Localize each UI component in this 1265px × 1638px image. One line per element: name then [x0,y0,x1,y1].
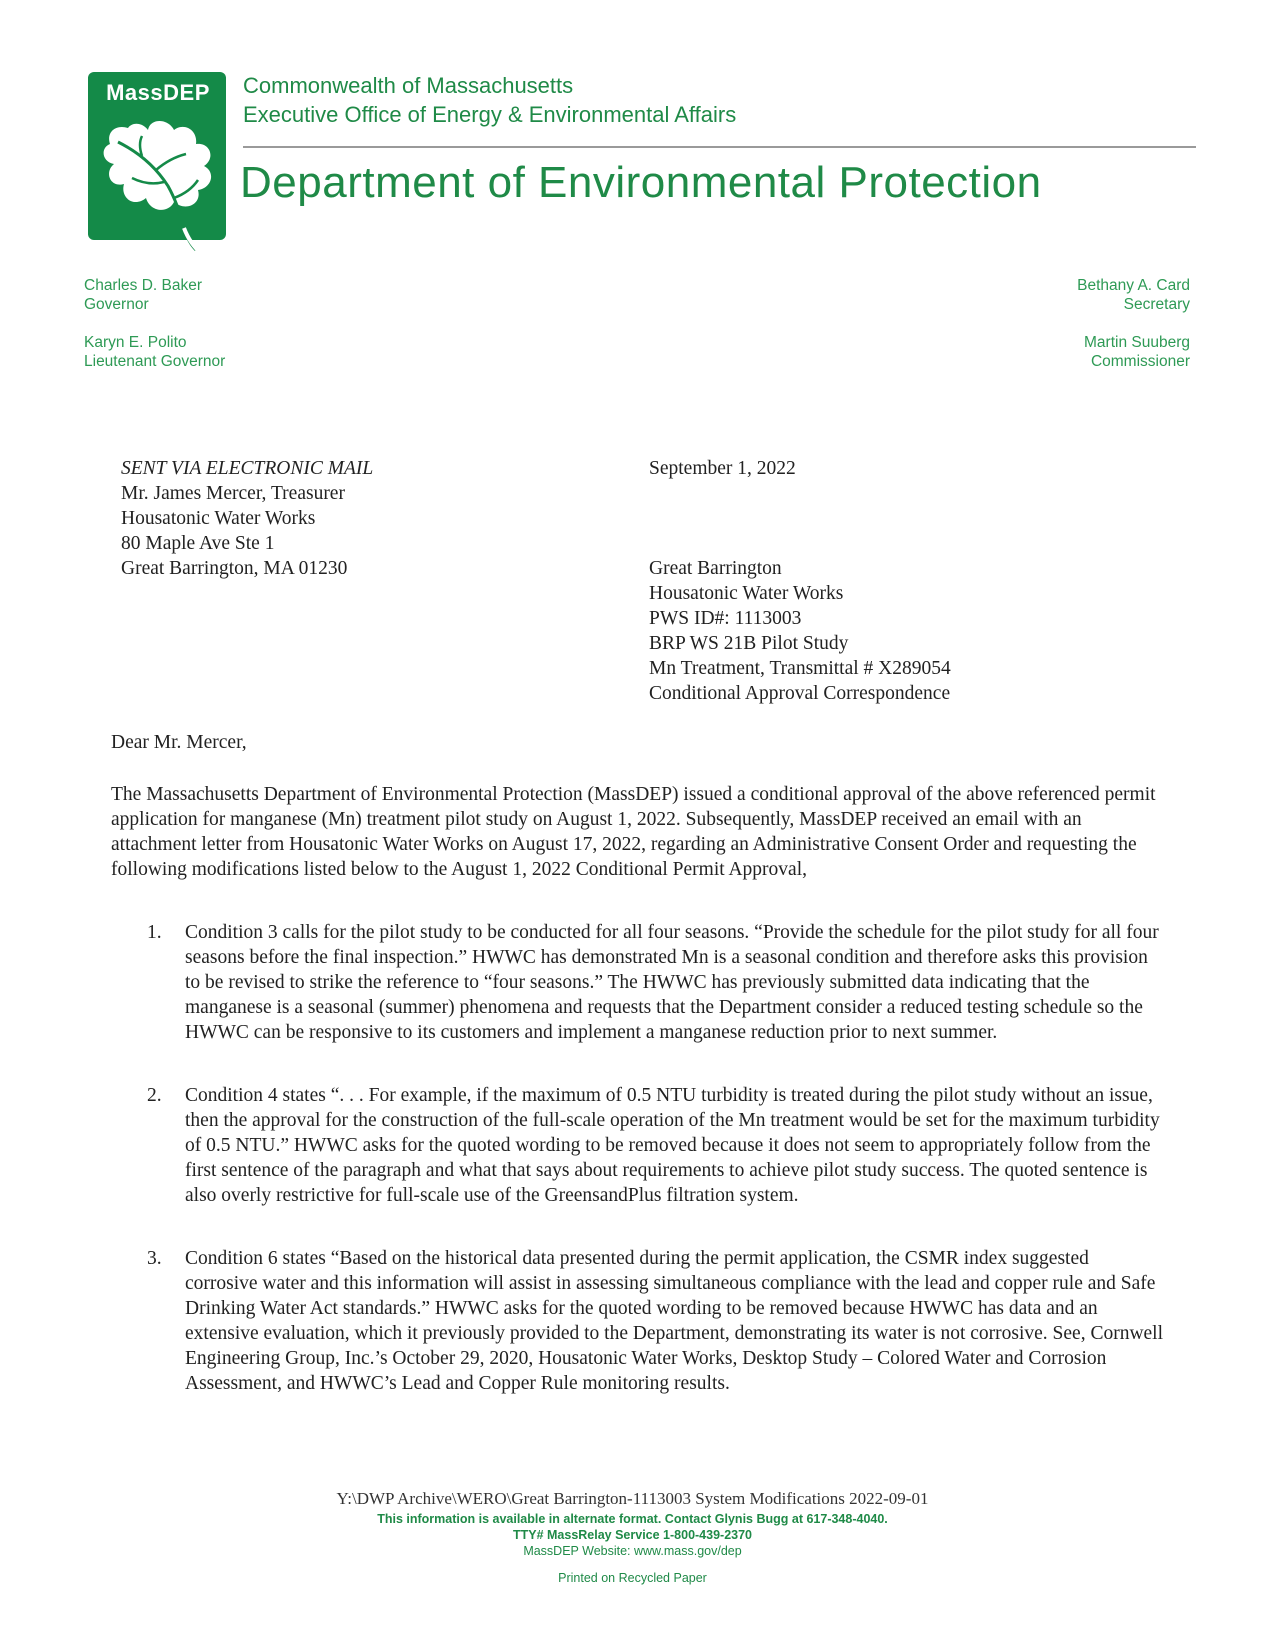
reference-line: Great Barrington [649,558,782,579]
recipient-line: Mr. James Mercer, Treasurer [121,483,345,504]
commonwealth-line: Commonwealth of Massachusetts [243,73,574,98]
reference-line: Mn Treatment, Transmittal # X289054 [649,658,951,679]
official-name: Charles D. Baker [84,277,203,294]
alternate-format-note: This information is available in alternate format. Contact Glynis Bugg at 617-348-4040. [377,1512,888,1526]
condition-number: 2. [147,1085,162,1106]
recycled-paper-note: Printed on Recycled Paper [558,1571,707,1585]
official-commissioner [1084,333,1190,371]
executive-office-line: Executive Office of Energy & Environmental Affairs [243,102,737,127]
intro-paragraph: The Massachusetts Department of Environmental Protection (MassDEP) issued a conditional approval of the above referenced permit application for manganese (Mn) treatment pilot study on August 1, 2022. Subsequently, MassDEP received an email with an attachment letter from Housatonic Water Works on August 17, 2022, regarding an Administrative Consent Order and requesting the following modifications listed below to the August 1, 2022 Conditional Permit Approval, [111,784,1156,880]
reference-block [649,556,951,706]
official-secretary [1077,276,1190,314]
condition-text: Condition 4 states “. . . For example, if the maximum of 0.5 NTU turbidity is treated during the pilot study without an issue, then the approval for the construction of the full-scale operation of the Mn treatment would be set for the maximum turbidity of 0.5 NTU.” HWWC asks for the quoted wording to be removed because it does not seem to appropriately follow from the first sentence of the paragraph and what that says about requirements to achieve pilot study success. The quoted sentence is also overly restrictive for full-scale use of the GreensandPlus filtration system. [185,1085,1160,1206]
official-lieutenant-governor [84,333,225,371]
reference-line: PWS ID#: 1113003 [649,608,802,629]
condition-number: 1. [147,922,162,943]
letter-date: September 1, 2022 [649,458,796,479]
official-name: Bethany A. Card [1077,277,1190,294]
oak-leaf-icon [98,108,224,256]
logo-text: MassDEP [106,80,210,105]
recipient-line: Housatonic Water Works [121,508,316,529]
website-line: MassDEP Website: www.mass.gov/dep [523,1544,742,1558]
condition-text: Condition 6 states “Based on the historical data presented during the permit application, the CSMR index suggested corrosive water and this information will assist in assessing simultaneous compliance with the lead and copper rule and Safe Drinking Water Act standards.” HWWC asks for the quoted wording to be removed because HWWC has data and an extensive evaluation, which it previously provided to the Department, demonstrating its water is not corrosive. See, Cornwell Engineering Group, Inc.’s October 29, 2020, Housatonic Water Works, Desktop Study – Colored Water and Corrosion Assessment, and HWWC’s Lead and Copper Rule monitoring results. [185,1248,1164,1394]
reference-line: Conditional Approval Correspondence [649,683,951,704]
official-title: Governor [84,296,149,313]
reference-line: Housatonic Water Works [649,583,844,604]
recipient-line: 80 Maple Ave Ste 1 [121,533,275,554]
recipient-block [121,456,373,581]
department-title: Department of Environmental Protection [240,158,1042,207]
official-title: Secretary [1123,296,1190,313]
official-governor [84,276,202,314]
tty-line: TTY# MassRelay Service 1-800-439-2370 [512,1528,753,1542]
official-title: Lieutenant Governor [84,353,226,370]
salutation: Dear Mr. Mercer, [111,732,247,753]
official-name: Karyn E. Polito [84,334,187,351]
recipient-line: Great Barrington, MA 01230 [121,558,348,579]
file-path: Y:\DWP Archive\WERO\Great Barrington-1113003 System Modifications 2022-09-01 [336,1489,929,1508]
official-title: Commissioner [1090,353,1190,370]
condition-text: Condition 3 calls for the pilot study to be conducted for all four seasons. “Provide the schedule for the pilot study for all four seasons before the final inspection.” HWWC has demonstrated Mn is a seasonal condition and therefore asks this provision to be revised to strike the reference to “four seasons.” The HWWC has previously submitted data indicating that the manganese is a seasonal (summer) phenomena and requests that the Department consider a reduced testing schedule so the HWWC can be responsive to its customers and implement a manganese reduction prior to next summer. [185,922,1159,1043]
delivery-method: SENT VIA ELECTRONIC MAIL [121,458,374,479]
official-name: Martin Suuberg [1084,334,1190,351]
condition-number: 3. [147,1248,162,1269]
header-divider [243,146,1196,148]
reference-line: BRP WS 21B Pilot Study [649,633,849,654]
